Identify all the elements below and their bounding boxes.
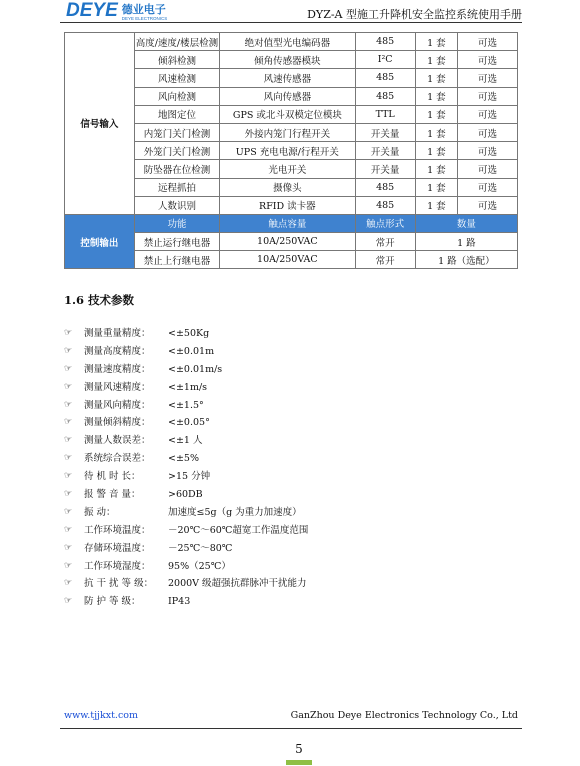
pointing-hand-icon: ☞ xyxy=(64,417,73,428)
param-item xyxy=(64,540,308,558)
table-cell: 远程抓拍 xyxy=(134,178,219,196)
param-value: <±1.5° xyxy=(168,399,204,411)
table-cell: 开关量 xyxy=(355,123,415,141)
tech-params-list xyxy=(64,325,308,611)
table-row xyxy=(65,33,518,51)
table-cell: UPS 充电电源/行程开关 xyxy=(220,142,355,160)
table-cell: 常开 xyxy=(355,233,415,251)
param-label: 工作环境温度： xyxy=(84,524,151,536)
table-cell: 可选 xyxy=(458,196,518,214)
spec-table xyxy=(64,32,518,269)
table-cell: 10A/250VAC xyxy=(220,233,355,251)
table-cell: 485 xyxy=(355,33,415,51)
param-value: 2000V 级超强抗群脉冲干扰能力 xyxy=(168,578,307,590)
pointing-hand-icon: ☞ xyxy=(64,506,73,517)
control-header-row xyxy=(65,214,518,232)
param-item xyxy=(64,450,308,468)
table-cell: 风向检测 xyxy=(134,87,219,105)
param-value: <±50Kg xyxy=(168,328,210,339)
param-item xyxy=(64,343,308,361)
param-label: 测量风速精度： xyxy=(84,381,151,393)
table-cell: 1 路 xyxy=(415,233,517,251)
table-cell: 禁止上行继电器 xyxy=(134,251,219,269)
table-cell: 1 套 xyxy=(415,33,457,51)
param-value: －20℃～60℃超宽工作温度范围 xyxy=(168,524,309,536)
table-cell: 开关量 xyxy=(355,160,415,178)
param-label: 防 护 等 级： xyxy=(84,596,141,608)
param-item xyxy=(64,379,308,397)
table-cell: 485 xyxy=(355,87,415,105)
table-cell: 开关量 xyxy=(355,142,415,160)
table-cell: 摄像头 xyxy=(220,178,355,196)
table-header-cell: 触点形式 xyxy=(355,214,415,232)
table-header-cell: 功能 xyxy=(134,214,219,232)
table-cell: 高度/速度/楼层检测 xyxy=(134,33,219,51)
pointing-hand-icon: ☞ xyxy=(64,578,73,589)
table-cell: 风速传感器 xyxy=(220,69,355,87)
param-value: 加速度≤5g（g 为重力加速度） xyxy=(168,506,302,518)
table-cell: 可选 xyxy=(458,105,518,123)
table-cell: 倾角传感器模块 xyxy=(220,51,355,69)
param-item xyxy=(64,468,308,486)
table-cell: 可选 xyxy=(458,69,518,87)
table-cell: 可选 xyxy=(458,33,518,51)
footer-website-link[interactable]: www.tjjkxt.com xyxy=(64,710,138,721)
table-cell: 可选 xyxy=(458,160,518,178)
param-label: 振 动： xyxy=(84,506,116,518)
param-label: 存储环境温度： xyxy=(84,542,151,554)
page-number-bar xyxy=(286,760,312,765)
table-cell: 禁止运行继电器 xyxy=(134,233,219,251)
table-cell: 防坠器在位检测 xyxy=(134,160,219,178)
table-cell: 常开 xyxy=(355,251,415,269)
table-cell: 地图定位 xyxy=(134,105,219,123)
table-cell: 倾斜检测 xyxy=(134,51,219,69)
table-header-cell: 数量 xyxy=(415,214,517,232)
param-item xyxy=(64,361,308,379)
param-item xyxy=(64,486,308,504)
page-number: 5 xyxy=(295,742,303,756)
pointing-hand-icon: ☞ xyxy=(64,381,73,392)
table-cell: 可选 xyxy=(458,178,518,196)
table-cell: 外接内笼门行程开关 xyxy=(220,123,355,141)
param-value: <±0.01m/s xyxy=(168,363,223,375)
company-logo xyxy=(66,1,167,21)
table-cell: 1 套 xyxy=(415,196,457,214)
table-header-cell: 触点容量 xyxy=(220,214,355,232)
param-value: IP43 xyxy=(168,596,191,608)
param-item xyxy=(64,558,308,576)
param-label: 测量速度精度： xyxy=(84,363,151,375)
pointing-hand-icon: ☞ xyxy=(64,489,73,500)
param-value: －25℃～80℃ xyxy=(168,542,233,554)
table-cell: 外笼门关门检测 xyxy=(134,142,219,160)
param-value: <±5% xyxy=(168,453,199,465)
param-label: 测量重量精度： xyxy=(84,328,151,339)
param-value: >15 分钟 xyxy=(168,471,211,483)
table-cell: 1 套 xyxy=(415,178,457,196)
table-cell: 1 套 xyxy=(415,160,457,178)
param-label: 待 机 时 长： xyxy=(84,471,141,483)
param-label: 测量人数误差： xyxy=(84,435,151,447)
header-divider xyxy=(60,22,522,23)
param-item xyxy=(64,432,308,450)
table-cell: I²C xyxy=(355,51,415,69)
table-cell: 1 套 xyxy=(415,123,457,141)
document-title: DYZ-A 型施工升降机安全监控系统使用手册 xyxy=(307,8,522,21)
param-value: 95%（25℃） xyxy=(168,560,231,572)
section-title: 1.6 技术参数 xyxy=(64,293,135,307)
footer-divider xyxy=(60,728,522,729)
table-cell: 可选 xyxy=(458,123,518,141)
param-value: <±0.05° xyxy=(168,417,210,429)
logo-wordmark: DEYE xyxy=(66,0,118,21)
pointing-hand-icon: ☞ xyxy=(64,542,73,553)
param-item xyxy=(64,522,308,540)
table-cell: 可选 xyxy=(458,51,518,69)
param-label: 系统综合误差： xyxy=(84,453,151,465)
table-cell: 风速检测 xyxy=(134,69,219,87)
table-cell: RFID 读卡器 xyxy=(220,196,355,214)
table-cell: 1 套 xyxy=(415,87,457,105)
logo-chinese-name: 德业电子 xyxy=(121,3,166,16)
param-label: 测量倾斜精度： xyxy=(84,417,151,429)
table-cell: 光电开关 xyxy=(220,160,355,178)
table-cell: 1 套 xyxy=(415,69,457,87)
pointing-hand-icon: ☞ xyxy=(64,345,73,356)
pointing-hand-icon: ☞ xyxy=(64,596,73,607)
table-cell: 485 xyxy=(355,178,415,196)
param-item xyxy=(64,325,308,343)
table-cell: 1 套 xyxy=(415,142,457,160)
pointing-hand-icon: ☞ xyxy=(64,399,73,410)
pointing-hand-icon: ☞ xyxy=(64,328,73,338)
param-value: <±1m/s xyxy=(168,381,208,393)
control-output-category: 控制输出 xyxy=(65,214,135,269)
param-item xyxy=(64,397,308,415)
pointing-hand-icon: ☞ xyxy=(64,435,73,446)
logo-english-name: DEYE ELECTRONICS xyxy=(121,15,168,21)
param-label: 测量风向精度： xyxy=(84,399,151,411)
param-value: >60DB xyxy=(168,489,203,501)
param-label: 工作环境湿度： xyxy=(84,560,151,572)
table-cell: 1 路（选配） xyxy=(415,251,517,269)
table-cell: 风向传感器 xyxy=(220,87,355,105)
table-cell: 485 xyxy=(355,69,415,87)
pointing-hand-icon: ☞ xyxy=(64,453,73,464)
table-cell: 1 套 xyxy=(415,105,457,123)
param-item xyxy=(64,504,308,522)
signal-input-category: 信号输入 xyxy=(65,33,135,215)
table-cell: 1 套 xyxy=(415,51,457,69)
param-item xyxy=(64,575,308,593)
param-value: <±0.01m xyxy=(168,345,215,357)
pointing-hand-icon: ☞ xyxy=(64,560,73,571)
param-label: 抗 干 扰 等 级： xyxy=(84,578,154,590)
table-cell: GPS 或北斗双模定位模块 xyxy=(220,105,355,123)
param-label: 测量高度精度： xyxy=(84,345,151,357)
table-cell: 485 xyxy=(355,196,415,214)
table-cell: 人数识别 xyxy=(134,196,219,214)
table-cell: 可选 xyxy=(458,87,518,105)
table-cell: 10A/250VAC xyxy=(220,251,355,269)
table-cell: 可选 xyxy=(458,142,518,160)
pointing-hand-icon: ☞ xyxy=(64,471,73,482)
footer-company-name: GanZhou Deye Electronics Technology Co., Ltd xyxy=(290,710,518,721)
param-item xyxy=(64,414,308,432)
pointing-hand-icon: ☞ xyxy=(64,524,73,535)
page-header xyxy=(60,0,522,22)
table-cell: 内笼门关门检测 xyxy=(134,123,219,141)
pointing-hand-icon: ☞ xyxy=(64,363,73,374)
param-label: 报 警 音 量： xyxy=(84,489,141,501)
table-cell: 绝对值型光电编码器 xyxy=(220,33,355,51)
param-item xyxy=(64,593,308,611)
table-cell: TTL xyxy=(355,105,415,123)
param-value: <±1 人 xyxy=(168,435,203,447)
